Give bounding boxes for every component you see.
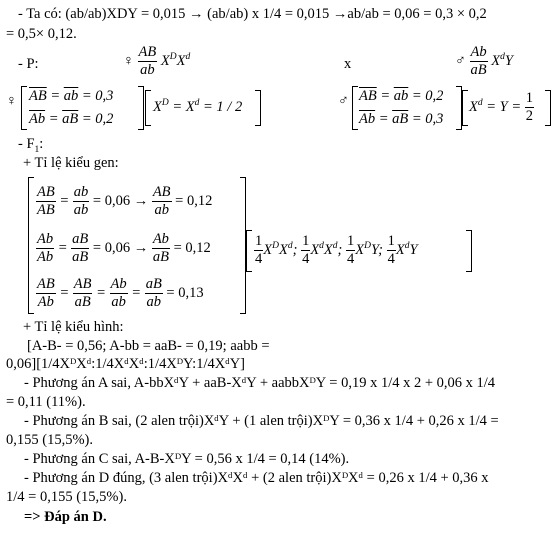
semi: ; [378, 242, 383, 259]
colon: : [39, 136, 44, 152]
sup-d: d [500, 52, 505, 63]
den: aB [72, 249, 89, 266]
val: = 0,12 [175, 193, 213, 210]
val: = 0,12 [173, 240, 211, 257]
val: = 0,3 [411, 111, 444, 127]
genotype-row-3: $\frac{AB}{Ab}$ = $\frac{AB}{aB}$ = $\frac{Ab}{ab}$ = $\frac{aB}{ab}$ = 0,13 [37, 276, 204, 311]
p-label: - P: [18, 56, 39, 72]
x-ratio-row [254, 234, 418, 267]
num: AB [36, 277, 56, 294]
Ab: $\overline{Ab}$ [29, 111, 46, 127]
bracket-right [545, 90, 551, 126]
phenotype-line-1: [A-B- = 0,56; A-bb = aaB- = 0,19; aabb = [27, 338, 270, 354]
val: = 0,13 [166, 285, 204, 302]
eq: = [50, 88, 61, 104]
y: Y [409, 242, 418, 259]
den: 4 [387, 251, 395, 268]
fraction-AB-ab [138, 45, 158, 78]
female-x-gametes: $X^D = X^d = 1 / 2$ [153, 98, 243, 115]
f1: - F [18, 136, 35, 152]
den: ab [73, 202, 89, 219]
x: X [153, 99, 162, 115]
intro-line-1: - Ta có: (ab/ab)XDY = 0,015 → (ab/ab) x 1/4 = 0,015 →ab/ab = 0,06 = 0,3 × 0,2 [18, 6, 487, 22]
num: 1 [525, 91, 534, 108]
den: 4 [302, 251, 310, 268]
num: AB [152, 185, 172, 202]
female-gamete-symbol: ♀ [6, 93, 17, 109]
bracket-left [145, 90, 151, 126]
ab: $\overline{ab}$ [393, 88, 409, 104]
y: Y [504, 53, 513, 70]
option-c-line: - Phương án C sai, A-B-XᴰY = 0,56 x 1/4 = 0,14 (14%). [24, 451, 350, 467]
female-parent-genotype [123, 45, 190, 78]
sup: d [194, 98, 200, 109]
eq: = [48, 111, 59, 127]
genotype-row-1: $\frac{AB}{AB}$ = $\frac{ab}{ab}$ = 0,06 → $\frac{AB}{ab}$ = 0,12 [37, 184, 213, 219]
val: = 0,3 [81, 88, 114, 104]
AB: $\overline{AB}$ [29, 88, 47, 104]
x: X [176, 53, 186, 70]
sup: d [332, 241, 338, 252]
fraction-Ab-aB [470, 45, 488, 78]
num: aB [145, 277, 163, 294]
answer: => Đáp án D. [24, 509, 107, 525]
x: X [491, 53, 501, 70]
sup: D [364, 241, 371, 252]
genotype-bracket-left [28, 177, 34, 314]
male-symbol: ♂ [455, 53, 466, 70]
den: 4 [347, 251, 355, 268]
val: = 0,2 [411, 88, 444, 104]
den: ab [111, 294, 126, 311]
val: = 0,06 → [92, 193, 149, 210]
x: X [469, 99, 478, 116]
phenotype-line-2: 0,06][1/4XᴰXᵈ:1/4XᵈXᵈ:1/4XᴰY:1/4XᵈY] [6, 356, 246, 372]
eq: = [486, 99, 497, 116]
eq: = [380, 88, 391, 104]
male-parent-genotype [455, 45, 513, 78]
x: X [355, 242, 365, 259]
den: 2 [525, 108, 534, 125]
option-d-line-2: 1/4 = 0,155 (15,5%). [6, 489, 127, 505]
num: Ab [470, 45, 488, 62]
x: X [323, 242, 333, 259]
x-chrom [491, 53, 513, 69]
semi: ; [292, 242, 298, 259]
sup: D [161, 98, 169, 109]
x-ratio-bracket-left [246, 230, 252, 272]
den: ab [154, 202, 169, 219]
genotype-ratio-heading: + Tỉ lệ kiểu gen: [23, 155, 119, 171]
male-x-gametes [469, 91, 534, 124]
female-symbol: ♀ [123, 53, 134, 70]
val: = 1 / 2 [203, 99, 243, 115]
den: ab [146, 294, 161, 311]
val: = 0,2 [81, 111, 114, 127]
num: aB [71, 232, 89, 249]
intro-line-2: = 0,5× 0,12. [6, 26, 77, 42]
den: aB [470, 62, 487, 79]
x: X [160, 53, 170, 70]
sup-D: D [169, 52, 177, 63]
x-chrom [161, 53, 190, 69]
num: 1 [254, 234, 263, 251]
sup: D [272, 241, 279, 252]
f1-sub: 1 [34, 144, 40, 155]
den: ab [140, 62, 155, 79]
num: Ab [36, 232, 54, 249]
bracket-right [255, 90, 261, 126]
phenotype-heading: + Tỉ lệ kiểu hình: [23, 319, 124, 335]
semi: ; [337, 242, 343, 259]
x: X [263, 242, 273, 259]
aB: $\overline{aB}$ [62, 111, 79, 127]
bracket-right [138, 86, 144, 130]
eq: = [511, 99, 522, 116]
den: Ab [37, 249, 54, 266]
num: Ab [110, 277, 128, 294]
female-gamete-row-2 [29, 112, 113, 127]
female-gamete-row-1 [29, 89, 113, 104]
num: ab [73, 185, 90, 202]
option-b-line-2: 0,155 (15,5%). [6, 432, 93, 448]
sup: d [404, 241, 410, 252]
den: AB [37, 202, 55, 219]
cross-symbol: x [344, 56, 352, 72]
ab: $\overline{ab}$ [63, 88, 79, 104]
bracket-left [462, 90, 468, 126]
sup: d [477, 98, 483, 109]
num: AB [138, 45, 158, 62]
bracket-left [21, 86, 27, 130]
male-gamete-row-1 [359, 89, 443, 104]
den: Ab [37, 294, 54, 311]
x-ratio-bracket-right [466, 230, 472, 272]
num: 1 [387, 234, 396, 251]
num: AB [36, 185, 56, 202]
den: aB [74, 294, 91, 311]
den: 4 [255, 251, 263, 268]
AB: $\overline{AB}$ [359, 88, 377, 104]
sup-d: d [185, 52, 191, 63]
option-a-line-2: = 0,11 (11%). [6, 394, 86, 410]
sup: d [287, 241, 293, 252]
num: Ab [152, 232, 170, 249]
Ab: $\overline{Ab}$ [359, 111, 376, 127]
x: X [310, 242, 320, 259]
genotype-row-2: $\frac{Ab}{Ab}$ = $\frac{aB}{aB}$ = 0,06 → $\frac{Ab}{aB}$ = 0,12 [37, 231, 211, 266]
eq: = [378, 111, 389, 127]
x: X [278, 242, 288, 259]
male-gamete-symbol: ♂ [338, 93, 349, 109]
num: 1 [346, 234, 355, 251]
x: X [395, 242, 405, 259]
den: aB [152, 249, 169, 266]
aB: $\overline{aB}$ [392, 111, 409, 127]
num: 1 [301, 234, 310, 251]
bracket-left [352, 86, 358, 130]
male-gamete-row-2 [359, 112, 443, 127]
num: AB [73, 277, 93, 294]
f1-label [18, 136, 44, 155]
val: = 0,06 → [92, 240, 149, 257]
y: Y [370, 242, 379, 259]
option-b-line-1: - Phương án B sai, (2 alen trội)XᵈY + (1 alen trội)XᴰY = 0,36 x 1/4 + 0,26 x 1/4 = [24, 413, 499, 429]
option-d-line-1: - Phương án D đúng, (3 alen trội)XᵈXᵈ + (2 alen trội)XᴰXᵈ = 0,26 x 1/4 + 0,36 x [24, 470, 489, 486]
sup: d [319, 241, 324, 252]
x: X [185, 99, 195, 115]
y: Y [499, 99, 508, 116]
option-a-line-1: - Phương án A sai, A-bbXᵈY + aaB-XᵈY + aabbXᴰY = 0,19 x 1/4 x 2 + 0,06 x 1/4 [24, 375, 496, 391]
